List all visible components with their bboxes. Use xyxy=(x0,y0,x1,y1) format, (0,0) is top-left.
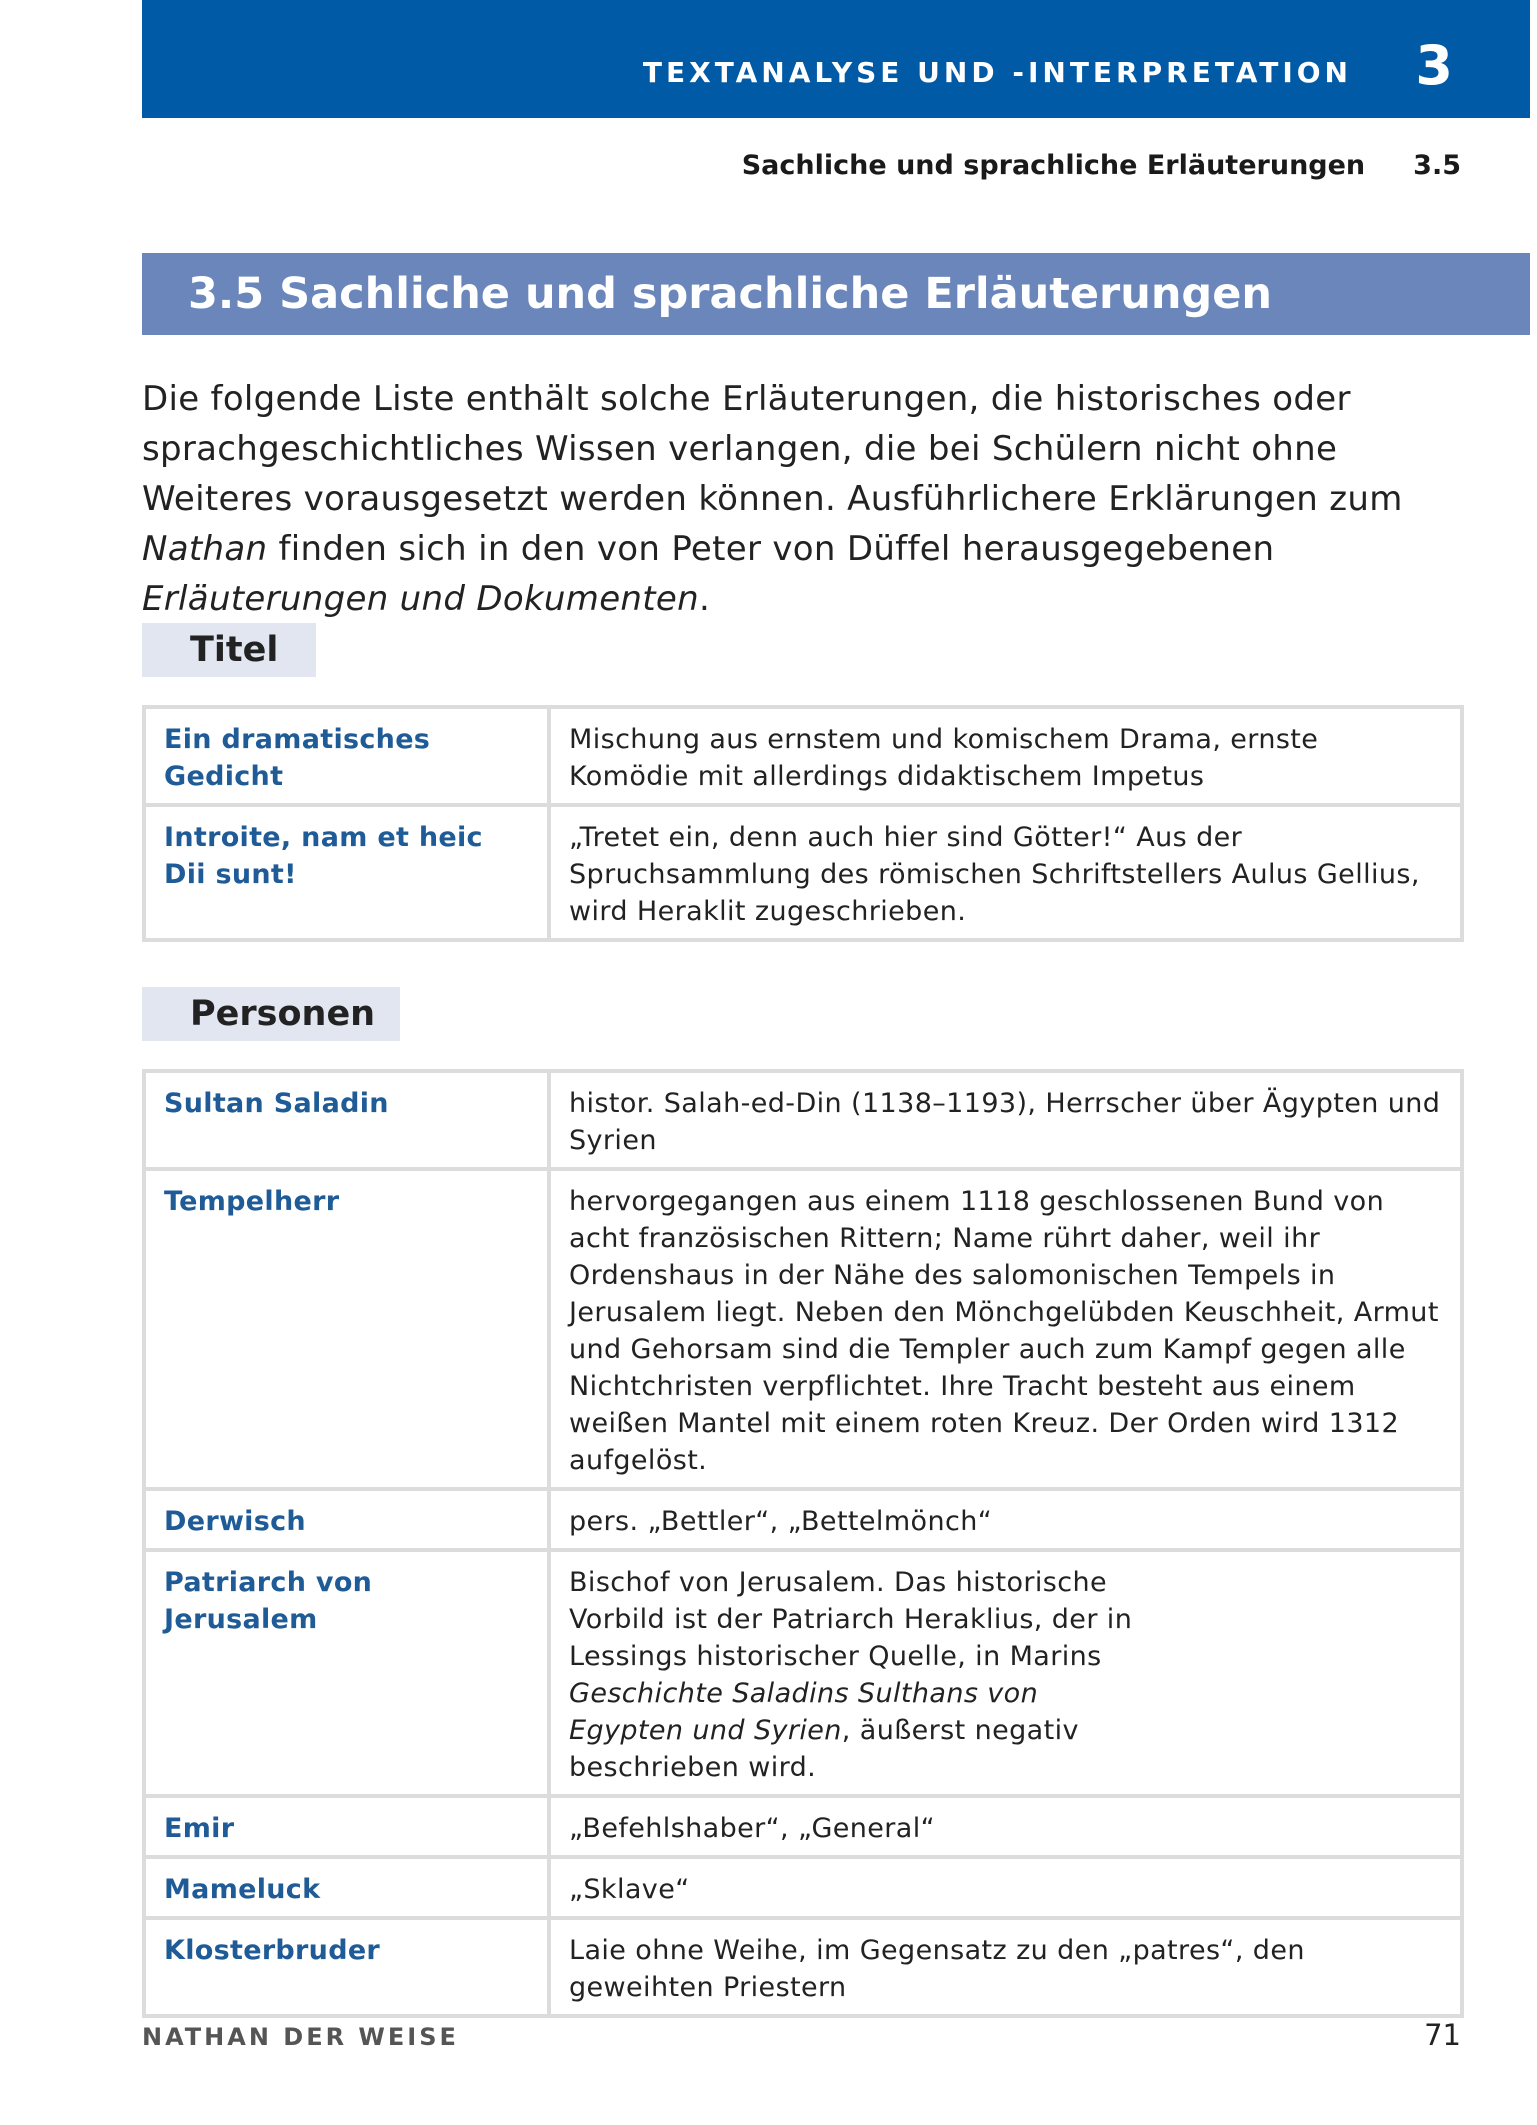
table-row xyxy=(144,707,1462,805)
page-number: 71 xyxy=(1424,2018,1461,2052)
glossary-definition: „Befehlshaber“, „General“ xyxy=(549,1796,1462,1857)
glossary-definition: „Sklave“ xyxy=(549,1857,1462,1918)
table-row xyxy=(144,1071,1462,1169)
table-row xyxy=(144,1918,1462,2016)
table-row xyxy=(144,1550,1462,1796)
definition-text-1: Bischof von Jerusalem. Das historische Vorbild ist der Patriarch Heraklius, der in Lessings historischer Quelle, in Marins xyxy=(569,1567,1133,1672)
table-row xyxy=(144,1857,1462,1918)
definition-italic-title: Geschichte Saladins Sulthans von Egypten und Syrien xyxy=(569,1678,1039,1746)
glossary-definition: Mischung aus ernstem und komischem Drama, ernste Komödie mit allerdings didaktischem Impetus xyxy=(549,707,1462,805)
glossary-definition: hervorgegangen aus einem 1118 geschlossenen Bund von acht französischen Rittern; Name rührt daher, weil ihr Ordenshaus in der Nähe des salomonischen Tempels in Jerusalem liegt. Neben den Mönchgelübden Keuschheit, Armut und Gehorsam sind die Templer auch zum Kampf gegen alle Nichtchristen verpflichtet. Ihre Tracht besteht aus einem weißen Mantel mit einem roten Kreuz. Der Orden wird 1312 aufgelöst. xyxy=(549,1169,1462,1489)
glossary-term: Mameluck xyxy=(144,1857,549,1918)
table-row xyxy=(144,1169,1462,1489)
titel-subheading: Titel xyxy=(142,623,316,677)
glossary-definition xyxy=(549,1550,1462,1796)
running-section-title: Sachliche und sprachliche Erläuterungen xyxy=(741,150,1366,181)
intro-paragraph xyxy=(142,374,1462,624)
running-section-header xyxy=(742,150,1461,181)
table-row xyxy=(144,1489,1462,1550)
table-row xyxy=(144,805,1462,940)
glossary-term: Tempelherr xyxy=(144,1169,549,1489)
section-heading: 3.5 Sachliche und sprachliche Erläuterungen xyxy=(142,253,1530,335)
glossary-definition: Laie ohne Weihe, im Gegensatz zu den „patres“, den geweihten Priestern xyxy=(549,1918,1462,2016)
intro-italic-nathan: Nathan xyxy=(142,529,268,569)
intro-italic-erlaeuterungen: Erläuterungen und Dokumenten xyxy=(142,579,699,619)
intro-text-2: finden sich in den von Peter von Düffel herausgegebenen xyxy=(267,529,1275,569)
personen-glossary-table xyxy=(142,1069,1464,2018)
running-section-number: 3.5 xyxy=(1413,150,1461,181)
glossary-definition: „Tretet ein, denn auch hier sind Götter!“ Aus der Spruchsammlung des römischen Schriftstellers Aulus Gellius, wird Heraklit zugeschrieben. xyxy=(549,805,1462,940)
glossary-term: Klosterbruder xyxy=(144,1918,549,2016)
chapter-header-bar xyxy=(142,0,1530,118)
intro-text-3: . xyxy=(698,579,711,619)
glossary-term: Derwisch xyxy=(144,1489,549,1550)
personen-subheading: Personen xyxy=(142,987,400,1041)
definition-text-2: , äußerst negativ beschrieben wird. xyxy=(569,1715,1079,1783)
glossary-term: Sultan Saladin xyxy=(144,1071,549,1169)
glossary-term: Introite, nam et heic Dii sunt! xyxy=(144,805,549,940)
glossary-term: Patriarch von Jerusalem xyxy=(144,1550,549,1796)
table-row xyxy=(144,1796,1462,1857)
glossary-term: Ein dramatisches Gedicht xyxy=(144,707,549,805)
glossary-definition: pers. „Bettler“, „Bettelmönch“ xyxy=(549,1489,1462,1550)
chapter-number: 3 xyxy=(1415,34,1453,97)
titel-glossary-table xyxy=(142,705,1464,942)
intro-text-1: Die folgende Liste enthält solche Erläuterungen, die historisches oder sprachgeschichtliches Wissen verlangen, die bei Schülern nicht ohne Weiteres vorausgesetzt werden können. Ausführlichere Erklärungen zum xyxy=(142,379,1403,519)
footer-book-title: NATHAN DER WEISE xyxy=(142,2023,459,2051)
glossary-term: Emir xyxy=(144,1796,549,1857)
glossary-definition: histor. Salah-ed-Din (1138–1193), Herrscher über Ägypten und Syrien xyxy=(549,1071,1462,1169)
chapter-title: TEXTANALYSE UND -INTERPRETATION xyxy=(642,56,1352,89)
